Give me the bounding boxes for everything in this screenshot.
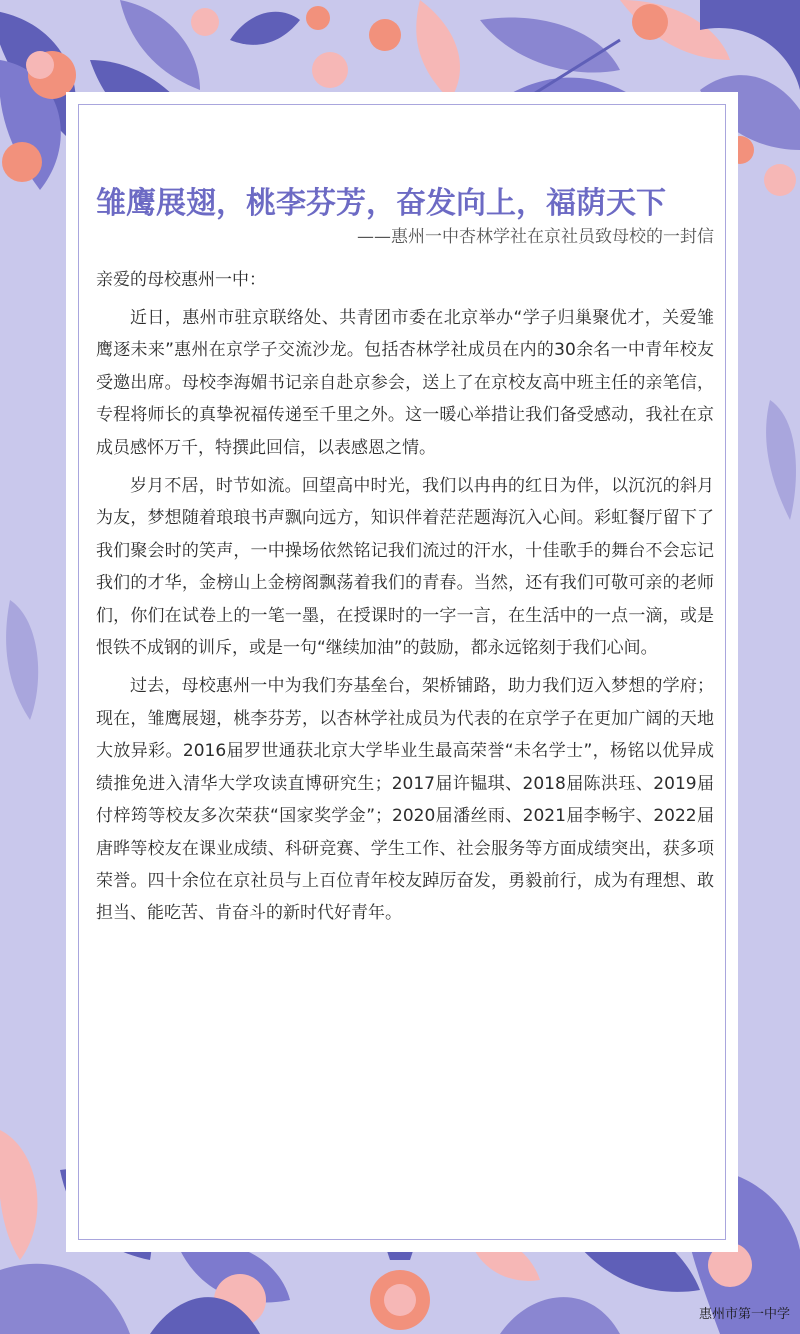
letter-paragraph-2: 岁月不居，时节如流。回望高中时光，我们以冉冉的红日为伴，以沉沉的斜月为友，梦想随着琅琅书声飘向远方，知识伴着茫茫题海沉入心间。彩虹餐厅留下了我们聚会时的笑声，一中操场依然铭记我们流过的汗水，十佳歌手的舞台不会忘记我们的才华，金榜山上金榜阁飘荡着我们的青春。当然，还有我们可敬可亲的老师们，你们在试卷上的一笔一墨，在授课时的一字一言，在生活中的一点一滴，或是恨铁不成钢的训斥，或是一句“继续加油”的鼓励，都永远铭刻于我们心间。 [96,476,714,659]
letter-paragraph-3: 过去，母校惠州一中为我们夯基垒台，架桥铺路，助力我们迈入梦想的学府；现在，雏鹰展翅，桃李芬芳，以杏林学社成员为代表的在京学子在更加广阔的天地大放异彩。2016届罗世通获北京大学毕业生最高荣誉“未名学士”，杨铭以优异成绩推免进入清华大学攻读直博研究生；2017届许韫琪、2018届陈洪珏、2019届付梓筠等校友多次荣获“国家奖学金”；2020届潘丝雨、2021届李畅宇、2022届唐晔等校友在课业成绩、科研竞赛、学生工作、社会服务等方面成绩突出，获多项荣誉。四十余位在京社员与上百位青年校友踔厉奋发，勇毅前行，成为有理想、敢担当、能吃苦、肯奋斗的新时代好青年。 [96,676,714,924]
right-side-leaf [766,400,796,520]
source-watermark: 惠州市第一中学 [698,1307,790,1322]
letter-content [96,184,714,930]
left-side-leaf [6,600,38,720]
letter-paragraph-1: 近日，惠州市驻京联络处、共青团市委在北京举办“学子归巢聚优才，关爱雏鹰逐未来”惠州在京学子交流沙龙。包括杏林学社成员在内的30余名一中青年校友受邀出席。母校李海媚书记亲自赴京参会，送上了在京校友高中班主任的亲笔信，专程将师长的真挚祝福传递至千里之外。这一暖心举措让我们备受感动，我社在京成员感怀万千，特撰此回信，以表感恩之情。 [96,308,714,458]
letter-title: 雏鹰展翅，桃李芬芳，奋发向上，福荫天下 [96,186,666,221]
letter-greeting: 亲爱的母校惠州一中： [96,270,266,290]
letter-subtitle: ——惠州一中杏林学社在京社员致母校的一封信 [357,227,714,247]
